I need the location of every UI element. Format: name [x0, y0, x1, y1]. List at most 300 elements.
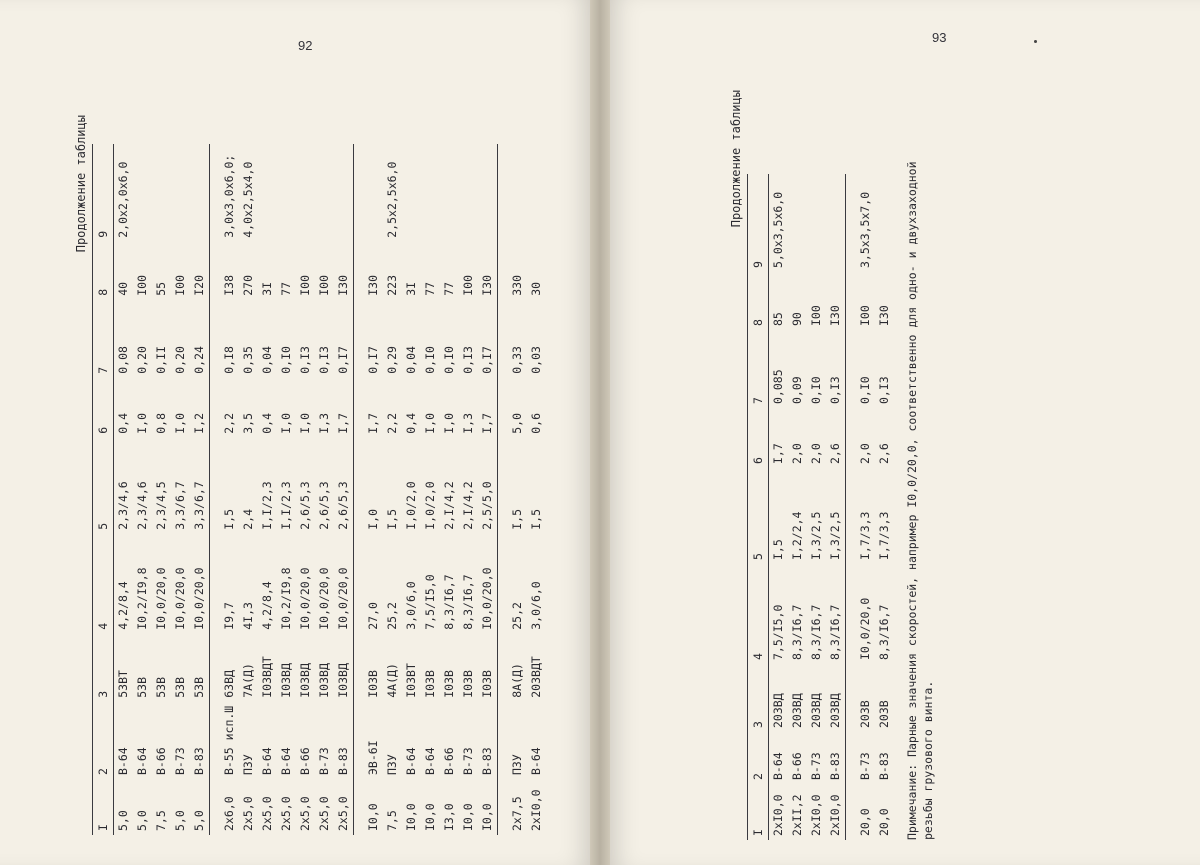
- table-cell: I00: [317, 274, 331, 296]
- column-header: 4: [93, 534, 114, 634]
- table-cell: I,5: [771, 539, 785, 560]
- table-cell: 5,0: [173, 810, 187, 831]
- column-header: 9: [93, 144, 114, 242]
- table-cell: 0,I7: [366, 346, 380, 374]
- column-header: 2: [748, 732, 769, 784]
- table-cell: 2х5,0: [298, 796, 312, 831]
- table-cell: 3,0/6,0: [529, 581, 543, 630]
- table-cell: I03ВД: [298, 663, 312, 698]
- table-cell: I00: [461, 274, 475, 296]
- table-cell: 0,I0: [858, 376, 872, 404]
- table-cell: 7,5/I5,0: [423, 574, 437, 630]
- table-cell: 53ВТ: [116, 670, 130, 698]
- table-footnote: Примечание: Парные значения скоростей, например I0,0/20,0, соответственно для одно- и двухзаходной резьбы грузового винта.: [905, 161, 935, 840]
- table-row: [402, 144, 421, 835]
- table-cell: I,5: [385, 508, 399, 530]
- table-cell: 8,3/I6,7: [877, 604, 891, 660]
- table-cell: 0,24: [190, 300, 210, 378]
- column-header: 6: [748, 408, 769, 468]
- table-cell: 0,I3: [317, 346, 331, 374]
- table-cell: I20: [190, 242, 210, 300]
- table-cell: 2х5,0: [317, 796, 331, 831]
- table-cell: [296, 144, 315, 242]
- column-header: 6: [93, 378, 114, 438]
- table-row: [133, 144, 152, 835]
- table-cell: 90: [790, 312, 804, 326]
- table-cell: I,I/2,3: [260, 481, 274, 530]
- table-cell: 0,33: [510, 346, 524, 374]
- table-cell: 20,0: [858, 808, 872, 836]
- table-cell: I0,0/20,0: [478, 534, 498, 634]
- table-cell: ПЗУ: [385, 754, 399, 775]
- table-row: [508, 144, 527, 835]
- table-cell: ПЗУ: [510, 754, 524, 775]
- table-cell: 2,I/4,2: [461, 481, 475, 530]
- table-cell: I,0/2,0: [404, 481, 418, 530]
- table-cell: I,2/2,4: [790, 511, 804, 560]
- table-cell: ЭВ-6I: [366, 740, 380, 775]
- table-cell: 3,0/6,0: [404, 581, 418, 630]
- table-cell: 4,0х2,5х4,0: [241, 161, 255, 238]
- table-cell: 77: [279, 281, 293, 296]
- column-header: 5: [748, 468, 769, 564]
- spacer-cell: [846, 174, 857, 840]
- table-cell: I03В: [478, 634, 498, 702]
- table-cell: В-73: [173, 747, 187, 775]
- table-cell: 2,0: [790, 443, 804, 464]
- table-cell: [440, 144, 459, 242]
- column-header: 7: [93, 300, 114, 378]
- spacer-cell: [210, 144, 221, 835]
- table-cell: 55: [154, 281, 168, 296]
- table-cell: В-66: [298, 747, 312, 775]
- table-cell: В-83: [190, 702, 210, 779]
- table-cell: I,5: [510, 508, 524, 530]
- table-cell: I,7: [478, 378, 498, 438]
- table-cell: I03В: [461, 670, 475, 698]
- table-cell: I,0: [442, 412, 456, 434]
- table-cell: 0,8: [154, 412, 168, 434]
- table-cell: 5,0: [510, 412, 524, 434]
- table-cell: I0,0/20,0: [858, 597, 872, 660]
- table-cell: I03ВТ: [404, 663, 418, 698]
- table-cell: 0,I3: [877, 376, 891, 404]
- table-cell: В-83: [826, 732, 846, 784]
- table-cell: I00: [809, 305, 823, 326]
- table-cell: 3,3/6,7: [190, 438, 210, 534]
- table-cell: I00: [858, 305, 872, 326]
- table-cell: В-64: [116, 747, 130, 775]
- table-cell: 8,3/I6,7: [790, 604, 804, 660]
- column-header: 2: [93, 702, 114, 779]
- table-cell: 0,09: [790, 376, 804, 404]
- table-cell: [807, 174, 826, 272]
- page-number-right: 93: [932, 30, 947, 45]
- table-cell: 53В: [135, 676, 149, 698]
- table-cell: 2хI0,0: [529, 789, 543, 831]
- table-cell: 0,4: [116, 412, 130, 434]
- table-cell: I03ВДТ: [260, 656, 274, 698]
- table-cell: 0,29: [385, 346, 399, 374]
- column-header: 3: [748, 664, 769, 732]
- book-gutter: [590, 0, 610, 865]
- table-cell: 2,3/4,6: [116, 481, 130, 530]
- table-cell: I,0: [279, 412, 293, 434]
- table-cell: 0,35: [241, 346, 255, 374]
- table-cell: 8,3/I6,7: [826, 564, 846, 664]
- row-spacer: [354, 144, 365, 835]
- table-cell: 3I: [404, 281, 418, 296]
- table-cell: I0,0/20,0: [154, 567, 168, 630]
- table-cell: 0,I3: [298, 346, 312, 374]
- table-cell: [364, 144, 383, 242]
- table-cell: 3I: [260, 281, 274, 296]
- table-cell: 0,4: [404, 412, 418, 434]
- table-row: [769, 174, 789, 840]
- table-cell: I,0: [173, 412, 187, 434]
- table-cell: 4I,3: [241, 602, 255, 630]
- table-cell: 3,0х3,0х6,0;: [222, 154, 236, 238]
- table-row: [788, 174, 807, 840]
- table-cell: 7,5/I5,0: [771, 604, 785, 660]
- table-cell: I0,0/20,0: [190, 534, 210, 634]
- table-row: [856, 174, 875, 840]
- table-cell: 203ВД: [771, 693, 785, 728]
- table-cell: 2х5,0: [241, 796, 255, 831]
- table-cell: I0,0/20,0: [298, 567, 312, 630]
- table-row: [527, 144, 546, 835]
- table-row: [239, 144, 258, 835]
- right-rotated-content: [725, 70, 1170, 840]
- table-cell: I0,0: [461, 803, 475, 831]
- table-cell: I,5: [529, 508, 543, 530]
- table-cell: I,0: [298, 412, 312, 434]
- left-rotated-content: [70, 95, 560, 835]
- table-cell: 0,I0: [809, 376, 823, 404]
- table-cell: I0,0: [404, 803, 418, 831]
- table-cell: В-66: [442, 747, 456, 775]
- table-cell: 7,5: [154, 810, 168, 831]
- table-cell: 0,20: [135, 346, 149, 374]
- table-cell: 203ВД: [809, 693, 823, 728]
- table-cell: I,0: [423, 412, 437, 434]
- table-cell: 203ВДТ: [529, 656, 543, 698]
- table-cell: В-66: [790, 752, 804, 780]
- table-cell: 2х5,0: [260, 796, 274, 831]
- right-table-body: [769, 174, 895, 840]
- table-row: [364, 144, 383, 835]
- spacer-cell: [354, 144, 365, 835]
- table-cell: 27,0: [366, 602, 380, 630]
- table-cell: [190, 144, 210, 242]
- table-row: [826, 174, 846, 840]
- table-row: [459, 144, 478, 835]
- table-cell: I,3/2,5: [809, 511, 823, 560]
- table-cell: I,0: [366, 508, 380, 530]
- table-cell: I0,0/20,0: [317, 567, 331, 630]
- table-cell: 25,2: [385, 602, 399, 630]
- table-cell: [527, 144, 546, 242]
- page-number-left: 92: [298, 38, 313, 53]
- table-cell: I,7: [771, 443, 785, 464]
- table-cell: I30: [334, 242, 354, 300]
- table-cell: 5,0: [116, 810, 130, 831]
- table-cell: 2хI0,0: [826, 784, 846, 840]
- row-spacer: [498, 144, 509, 835]
- table-cell: 223: [385, 274, 399, 296]
- table-cell: I,3/2,5: [826, 468, 846, 564]
- table-row: [296, 144, 315, 835]
- table-cell: В-73: [809, 752, 823, 780]
- table-cell: 0,I0: [423, 346, 437, 374]
- table-cell: [875, 174, 894, 272]
- table-cell: I03ВД: [279, 663, 293, 698]
- table-cell: 0,08: [116, 346, 130, 374]
- table-cell: 85: [771, 312, 785, 326]
- table-cell: [826, 174, 846, 272]
- table-cell: I03ВД: [317, 663, 331, 698]
- table-cell: 2,2: [222, 412, 236, 434]
- left-page: [0, 0, 590, 865]
- table-cell: I0,0/20,0: [334, 534, 354, 634]
- table-cell: 2хII,2: [790, 794, 804, 836]
- table-cell: I0,0: [423, 803, 437, 831]
- table-row: [383, 144, 402, 835]
- table-cell: 0,6: [529, 412, 543, 434]
- column-header: 8: [748, 272, 769, 330]
- table-cell: 4А(Д): [385, 663, 399, 698]
- table-cell: 0,I8: [222, 346, 236, 374]
- column-header: I: [748, 784, 769, 840]
- table-cell: 2,6/5,3: [317, 481, 331, 530]
- table-cell: I0,2/I9,8: [279, 567, 293, 630]
- table-cell: 8,3/I6,7: [461, 574, 475, 630]
- table-cell: 5,0: [135, 810, 149, 831]
- table-cell: 2,5х2,5х6,0: [385, 161, 399, 238]
- table-cell: I30: [366, 274, 380, 296]
- table-cell: В-64: [529, 747, 543, 775]
- right-table-caption: Продолжение таблицы: [729, 90, 743, 228]
- table-row: [190, 144, 210, 835]
- table-cell: 203В: [877, 700, 891, 728]
- table-cell: 77: [423, 281, 437, 296]
- table-cell: 330: [510, 274, 524, 296]
- table-cell: I,7: [334, 378, 354, 438]
- table-cell: 53В: [190, 634, 210, 702]
- table-cell: В-55 исп.Ш: [222, 705, 236, 775]
- table-cell: 5,0х3,5х6,0: [771, 191, 785, 268]
- ink-speck: [1034, 40, 1037, 43]
- left-table-header-row: [93, 144, 114, 835]
- left-table-caption: Продолжение таблицы: [74, 115, 88, 253]
- table-cell: [171, 144, 190, 242]
- table-cell: 2,0: [858, 443, 872, 464]
- table-cell: 3,5х3,5х7,0: [858, 191, 872, 268]
- table-cell: I0,0: [366, 803, 380, 831]
- table-cell: В-64: [260, 747, 274, 775]
- table-cell: I,7: [366, 412, 380, 434]
- table-cell: I38: [222, 274, 236, 296]
- table-cell: [334, 144, 354, 242]
- right-table-header-row: [748, 174, 769, 840]
- table-cell: ПЗУ: [241, 754, 255, 775]
- table-cell: 0,I7: [478, 300, 498, 378]
- table-cell: [315, 144, 334, 242]
- table-cell: I,7/3,3: [877, 511, 891, 560]
- table-cell: I,3: [317, 412, 331, 434]
- row-spacer: [846, 174, 857, 840]
- table-cell: 7А(Д): [241, 663, 255, 698]
- table-cell: 2,4: [241, 508, 255, 530]
- table-cell: 0,085: [771, 369, 785, 404]
- table-cell: [258, 144, 277, 242]
- table-cell: 2х6,0: [222, 796, 236, 831]
- column-header: 5: [93, 438, 114, 534]
- table-row: [277, 144, 296, 835]
- table-cell: 0,I0: [442, 346, 456, 374]
- table-cell: I9,7: [222, 602, 236, 630]
- table-cell: В-73: [858, 752, 872, 780]
- table-cell: 2х5,0: [334, 779, 354, 835]
- table-cell: I00: [298, 274, 312, 296]
- left-data-table: [92, 144, 546, 835]
- table-cell: 5,0: [190, 779, 210, 835]
- table-cell: [402, 144, 421, 242]
- table-row: [315, 144, 334, 835]
- table-cell: 0,II: [154, 346, 168, 374]
- table-row: [875, 174, 894, 840]
- table-cell: 2,6: [826, 408, 846, 468]
- table-cell: В-64: [404, 747, 418, 775]
- table-row: [114, 144, 134, 835]
- table-cell: 63ВД: [222, 670, 236, 698]
- table-cell: [788, 174, 807, 272]
- table-cell: 0,03: [529, 346, 543, 374]
- table-cell: I,3: [461, 412, 475, 434]
- table-row: [220, 144, 239, 835]
- column-header: I: [93, 779, 114, 835]
- column-header: 4: [748, 564, 769, 664]
- table-cell: I,5: [222, 508, 236, 530]
- table-cell: 0,04: [404, 346, 418, 374]
- table-cell: 4,2/8,4: [260, 581, 274, 630]
- table-cell: 3,3/6,7: [173, 481, 187, 530]
- table-cell: 4,2/8,4: [116, 581, 130, 630]
- table-cell: I,0: [135, 412, 149, 434]
- table-cell: I03В: [442, 670, 456, 698]
- table-cell: В-73: [317, 747, 331, 775]
- table-cell: 20,0: [877, 808, 891, 836]
- right-page: [610, 0, 1200, 865]
- table-cell: I,7/3,3: [858, 511, 872, 560]
- table-cell: В-83: [877, 752, 891, 780]
- table-cell: 7,5: [385, 810, 399, 831]
- table-cell: [133, 144, 152, 242]
- table-cell: I03В: [423, 670, 437, 698]
- table-cell: 77: [442, 281, 456, 296]
- table-cell: 40: [116, 281, 130, 296]
- row-spacer: [210, 144, 221, 835]
- table-cell: 8,3/I6,7: [809, 604, 823, 660]
- table-cell: 2х5,0: [279, 796, 293, 831]
- table-cell: 0,20: [173, 346, 187, 374]
- table-cell: В-83: [478, 702, 498, 779]
- table-cell: 25,2: [510, 602, 524, 630]
- table-cell: 2,5/5,0: [478, 438, 498, 534]
- table-cell: I00: [173, 274, 187, 296]
- table-cell: [421, 144, 440, 242]
- table-cell: 2хI0,0: [809, 794, 823, 836]
- table-row: [152, 144, 171, 835]
- table-cell: 2,3/4,5: [154, 481, 168, 530]
- table-cell: [277, 144, 296, 242]
- table-cell: В-83: [334, 702, 354, 779]
- table-cell: 2,I/4,2: [442, 481, 456, 530]
- table-cell: 30: [529, 281, 543, 296]
- left-table-body: [114, 144, 547, 835]
- table-cell: В-66: [154, 747, 168, 775]
- table-row: [421, 144, 440, 835]
- table-cell: В-73: [461, 747, 475, 775]
- table-cell: [508, 144, 527, 242]
- table-cell: I,2: [190, 378, 210, 438]
- table-cell: В-64: [771, 752, 785, 780]
- table-cell: 203ВД: [826, 664, 846, 732]
- table-cell: В-64: [135, 747, 149, 775]
- table-row: [440, 144, 459, 835]
- column-header: 9: [748, 174, 769, 272]
- table-cell: 203В: [858, 700, 872, 728]
- table-cell: 3,5: [241, 412, 255, 434]
- column-header: 7: [748, 330, 769, 408]
- table-row: [478, 144, 498, 835]
- column-header: 3: [93, 634, 114, 702]
- table-cell: I03ВД: [334, 634, 354, 702]
- table-cell: 0,I3: [826, 330, 846, 408]
- table-cell: I,0/2,0: [423, 481, 437, 530]
- table-cell: I00: [135, 274, 149, 296]
- table-cell: 2х7,5: [510, 796, 524, 831]
- table-cell: 0,I3: [461, 346, 475, 374]
- table-cell: [478, 144, 498, 242]
- table-row: [258, 144, 277, 835]
- table-cell: 2,6/5,3: [298, 481, 312, 530]
- table-row: [171, 144, 190, 835]
- table-cell: 53В: [173, 676, 187, 698]
- table-cell: I0,0: [478, 779, 498, 835]
- table-cell: 2,0: [809, 443, 823, 464]
- table-cell: 270: [241, 274, 255, 296]
- table-cell: 2,2: [385, 412, 399, 434]
- table-cell: 203ВД: [790, 693, 804, 728]
- table-cell: 0,I7: [334, 300, 354, 378]
- table-cell: [459, 144, 478, 242]
- table-cell: 2,6: [877, 443, 891, 464]
- right-data-table: [747, 174, 894, 840]
- table-cell: I,I/2,3: [279, 481, 293, 530]
- table-row: [807, 174, 826, 840]
- table-cell: I0,0/20,0: [173, 567, 187, 630]
- table-cell: I30: [826, 272, 846, 330]
- table-row: [334, 144, 354, 835]
- table-cell: 53В: [154, 676, 168, 698]
- table-cell: 2,0х2,0х6,0: [116, 161, 130, 238]
- column-header: 8: [93, 242, 114, 300]
- table-cell: 2,6/5,3: [334, 438, 354, 534]
- table-cell: 2,3/4,6: [135, 481, 149, 530]
- table-cell: В-64: [423, 747, 437, 775]
- table-cell: I30: [877, 305, 891, 326]
